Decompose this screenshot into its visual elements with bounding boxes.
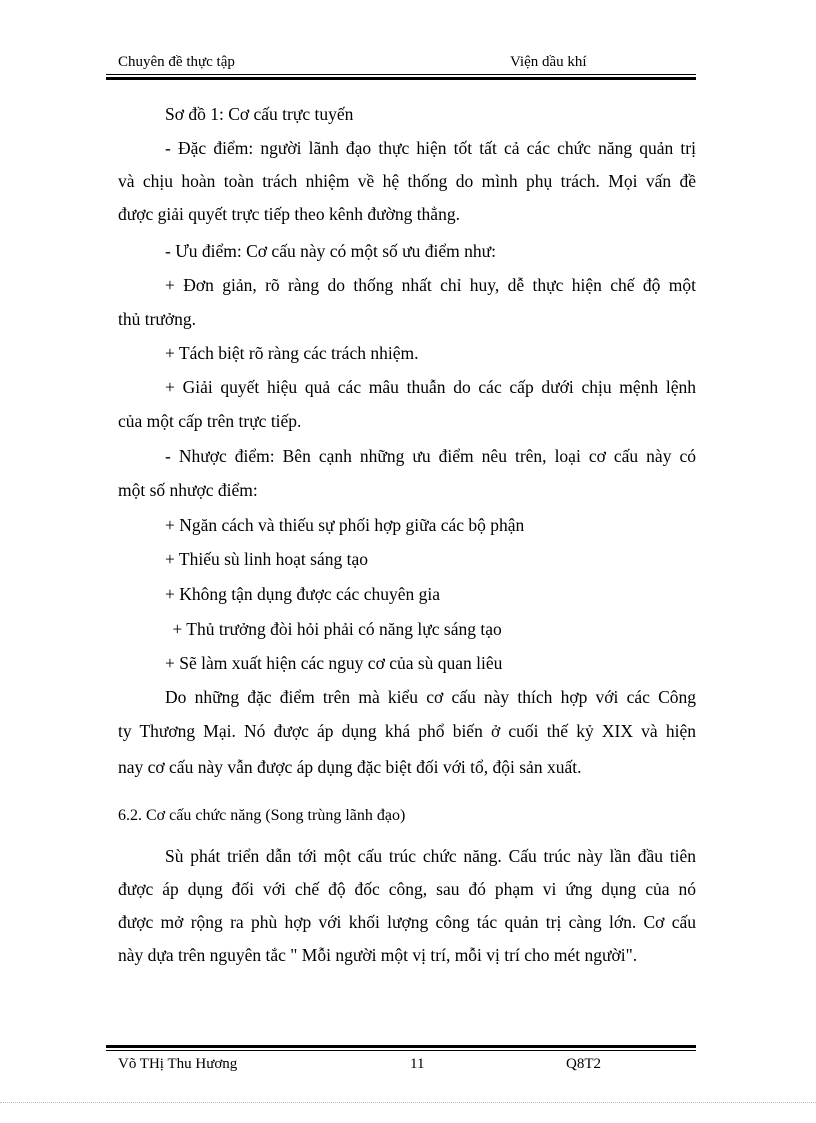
paragraph-line: - Ưu điểm: Cơ cấu này có một số ưu điểm như: <box>165 241 496 261</box>
list-item: + Giải quyết hiệu quả các mâu thuẫn do các cấp dưới chịu mệnh lệnh <box>165 377 696 397</box>
paragraph-line: Sù phát triển dẫn tới một cấu trúc chức năng. Cấu trúc này lần đầu tiên <box>165 846 696 866</box>
paragraph-line: - Nhược điểm: Bên cạnh những ưu điểm nêu trên, loại cơ cấu này có <box>165 446 696 466</box>
footer-author: Võ THị Thu Hương <box>118 1056 238 1072</box>
footer-class-code: Q8T2 <box>566 1056 601 1072</box>
list-item: + Thủ trưởng đòi hỏi phải có năng lực sáng tạo <box>168 619 502 639</box>
paragraph-line: được áp dụng đối với chế độ đốc công, sau đó phạm vi ứng dụng của nó <box>118 879 696 899</box>
paragraph-line: - Đặc điểm: người lãnh đạo thực hiện tốt tất cả các chức năng quản trị <box>165 138 696 158</box>
header-rule-thick <box>106 77 696 80</box>
footer-page-number: 11 <box>410 1056 425 1072</box>
paragraph-line: nay cơ cấu này vẫn được áp dụng đặc biệt đối với tổ, đội sản xuất. <box>118 757 582 777</box>
footer-rule-thin <box>106 1050 696 1051</box>
diagram-caption: Sơ đồ 1: Cơ cấu trực tuyến <box>165 104 354 124</box>
paragraph-line: và chịu hoàn toàn trách nhiệm về hệ thống do mình phụ trách. Mọi vấn đề <box>118 171 696 191</box>
header-rule-thin <box>106 74 696 75</box>
header-right-title: Viện dầu khí <box>510 54 587 70</box>
footer-rule-thick <box>106 1045 696 1048</box>
list-item: + Thiếu sù linh hoạt sáng tạo <box>165 549 368 569</box>
list-item-continued: của một cấp trên trực tiếp. <box>118 411 302 431</box>
section-heading: 6.2. Cơ cấu chức năng (Song trùng lãnh đạo) <box>118 807 406 824</box>
list-item: + Tách biệt rõ ràng các trách nhiệm. <box>165 343 419 363</box>
list-item: + Sẽ làm xuất hiện các nguy cơ của sù quan liêu <box>165 653 503 673</box>
list-item-continued: thủ trưởng. <box>118 309 197 329</box>
paragraph-line: ty Thương Mại. Nó được áp dụng khá phổ biến ở cuối thế kỷ XIX và hiện <box>118 721 696 741</box>
list-item: + Ngăn cách và thiếu sự phối hợp giữa các bộ phận <box>165 515 525 535</box>
list-item: + Đơn giản, rõ ràng do thống nhất chỉ huy, dễ thực hiện chế độ một <box>165 275 696 295</box>
page-bottom-divider <box>0 1102 816 1103</box>
list-item: + Không tận dụng được các chuyên gia <box>165 584 440 604</box>
paragraph-line: được mở rộng ra phù hợp với khối lượng công tác quản trị càng lớn. Cơ cấu <box>118 912 696 932</box>
paragraph-line: này dựa trên nguyên tắc " Mỗi người một vị trí, mỗi vị trí cho mét người". <box>118 945 638 965</box>
header-left-title: Chuyên đề thực tập <box>118 54 235 70</box>
paragraph-line: được giải quyết trực tiếp theo kênh đường thẳng. <box>118 204 460 224</box>
paragraph-line: Do những đặc điểm trên mà kiểu cơ cấu này thích hợp với các Công <box>165 687 696 707</box>
paragraph-line: một số nhược điểm: <box>118 480 258 500</box>
